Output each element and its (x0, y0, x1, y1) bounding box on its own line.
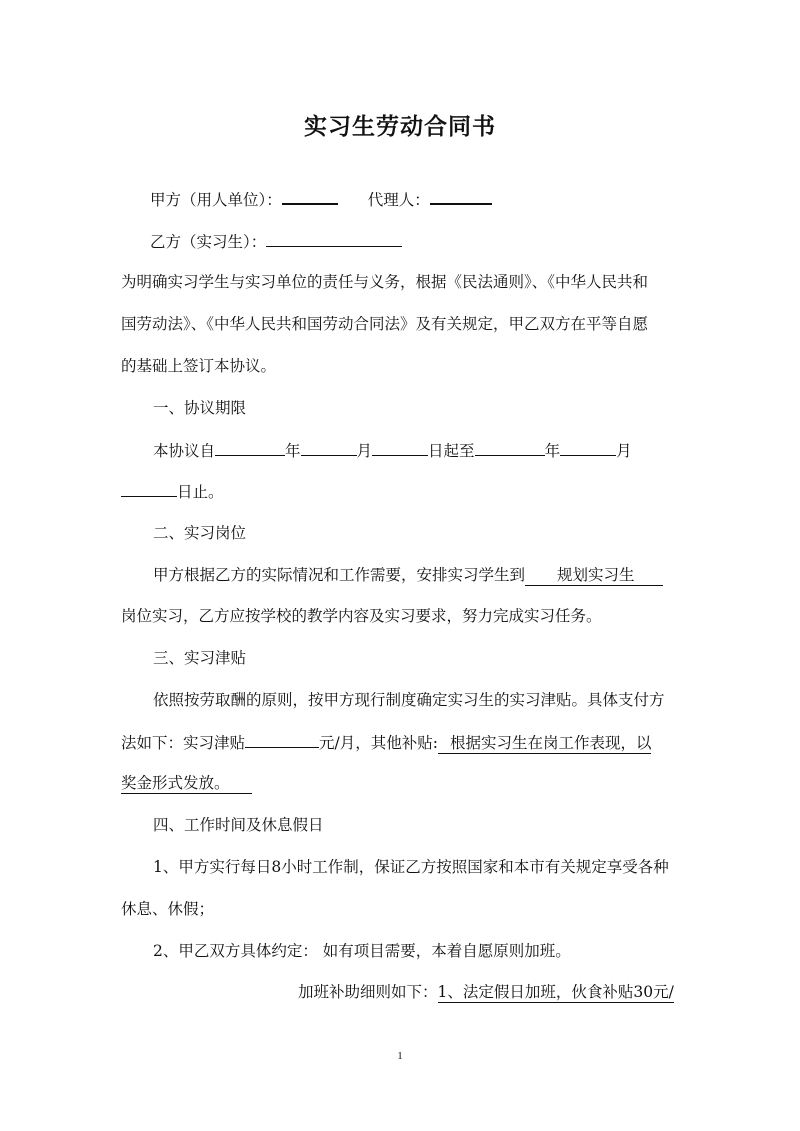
end-month-field[interactable] (560, 440, 616, 456)
overtime-detail-line (298, 982, 674, 1002)
agent-field[interactable] (430, 188, 492, 205)
period-text-to: 日起至 (428, 442, 475, 460)
allowance-label: 法如下：实习津贴 (121, 734, 246, 752)
party-b-label: 乙方（实习生）： (150, 233, 267, 251)
period-end-text: 日止。 (177, 483, 224, 501)
position-field[interactable]: 规划实习生 (525, 566, 663, 586)
other-allowance-field-cont[interactable]: 奖金形式发放。 (121, 774, 252, 794)
end-year-field[interactable] (475, 440, 545, 456)
position-line (153, 565, 663, 585)
section-3-heading: 三、实习津贴 (153, 649, 247, 667)
section-2-heading: 二、实习岗位 (153, 524, 247, 542)
year-label: 年 (285, 442, 301, 460)
period-line-2 (121, 481, 224, 502)
allowance-line-3 (121, 773, 252, 793)
overtime-agreement-line: 2、甲乙双方具体约定： 如有项目需要，本着自愿原则加班。 (153, 942, 571, 960)
party-a-line (150, 188, 492, 210)
position-line-2: 岗位实习，乙方应按学校的教学内容及实习要求，努力完成实习任务。 (121, 607, 602, 625)
allowance-amount-field[interactable] (245, 732, 319, 748)
end-day-field[interactable] (121, 481, 177, 497)
position-text: 甲方根据乙方的实际情况和工作需要，安排实习学生到 (153, 566, 526, 584)
start-month-field[interactable] (301, 440, 357, 456)
year-label-2: 年 (544, 442, 561, 460)
agent-label: 代理人： (367, 191, 430, 209)
section-4-heading: 四、工作时间及休息假日 (153, 816, 324, 834)
overtime-detail-label: 加班补助细则如下： (298, 983, 438, 1001)
period-line (153, 440, 632, 461)
month-label-2: 月 (616, 442, 632, 460)
overtime-detail-field[interactable]: 1、法定假日加班，伙食补贴30元/ (437, 983, 674, 1001)
allowance-line-1: 依照按劳取酬的原则，按甲方现行制度确定实习生的实习津贴。具体支付方 (153, 691, 665, 709)
intro-line-3: 的基础上签订本协议。 (121, 357, 277, 375)
party-b-field[interactable] (266, 231, 402, 247)
section-1-heading: 一、协议期限 (153, 399, 247, 417)
period-text-from: 本协议自 (153, 442, 216, 460)
allowance-unit: 元/月，其他补贴: (319, 734, 438, 752)
work-hours-line-1: 1、甲方实行每日8小时工作制，保证乙方按照国家和本市有关规定享受各种 (153, 858, 669, 876)
start-year-field[interactable] (215, 440, 285, 456)
intro-line-2: 国劳动法》、《中华人民共和国劳动合同法》及有关规定，甲乙双方在平等自愿 (121, 315, 649, 333)
month-label: 月 (356, 442, 373, 460)
allowance-line-2 (121, 732, 651, 753)
party-a-label: 甲方（用人单位）： (150, 191, 282, 209)
party-b-line (150, 231, 402, 252)
page-number: 1 (397, 1050, 403, 1062)
intro-line-1: 为明确实习学生与实习单位的责任与义务，根据《民法通则》、《中华人民共和 (121, 273, 649, 291)
start-day-field[interactable] (372, 440, 428, 456)
other-allowance-field[interactable]: 根据实习生在岗工作表现，以 (438, 734, 652, 754)
party-a-field[interactable] (282, 188, 338, 205)
work-hours-line-2: 休息、休假； (121, 900, 215, 918)
document-title: 实习生劳动合同书 (304, 114, 496, 140)
